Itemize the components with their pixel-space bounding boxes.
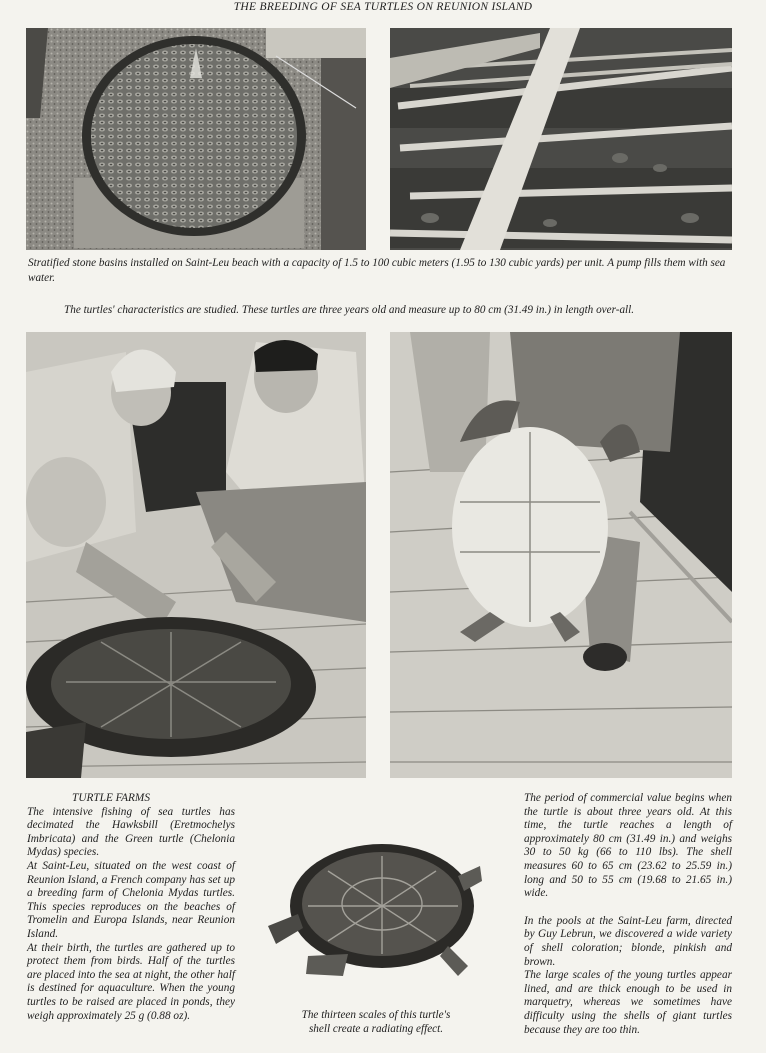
man-holding-turtle-photo <box>390 332 732 778</box>
left-paragraph-1: The intensive fishing of sea turtles has decimated the Hawksbill (Eretmochelys Imbricata) and the Green turtle (Chelonia Mydas) species. <box>27 805 235 859</box>
right-paragraph-2: In the pools at the Saint-Leu farm, directed by Guy Lebrun, we discovered a wide variety of shell coloration; blonde, pinkish and brown. <box>524 914 732 968</box>
stone-basin-photo <box>26 28 366 250</box>
basins-caption: Stratified stone basins installed on Saint-Leu beach with a capacity of 1.5 to 100 cubic meters (1.95 to 130 cubic yards) per unit. A pump fills them with sea water. <box>28 257 726 284</box>
characteristics-caption: The turtles' characteristics are studied. These turtles are three years old and measure up to 80 cm (31.49 in.) in length over-all. <box>64 304 635 316</box>
turtle-farms-column <box>27 792 235 1023</box>
scales-caption-line-1: The thirteen scales of this turtle's <box>301 1009 451 1021</box>
turtle-farms-title: TURTLE FARMS <box>72 792 150 804</box>
wooden-tanks-photo <box>390 28 732 250</box>
turtle-shell-photo <box>268 836 484 984</box>
commercial-value-column <box>524 792 732 1037</box>
left-paragraph-2: At Saint-Leu, situated on the west coast of Reunion Island, a French company has set up a breeding farm of Chelonia Mydas turtles. This species reproduces on the beaches of Tromelin and Europa Islands, near Reunion Island. <box>27 859 235 940</box>
right-paragraph-1: The period of commercial value begins when the turtle is about three years old. At this time, the turtle reaches a length of approximately 80 cm (31.49 in.) and weighs 30 to 50 kg (66 to 110 lbs). The shell measures 60 to 65 cm (23.62 to 25.59 in.) long and 50 to 55 cm (19.68 to 21.65 in.) wide. <box>524 792 732 900</box>
right-paragraph-3: The large scales of the young turtles appear lined, and are thick enough to be used in marquetry, whereas we sometimes have difficulty using the shells of giant turtles because they are too thin. <box>524 969 732 1036</box>
men-measuring-turtle-photo <box>26 332 366 778</box>
left-paragraph-3: At their birth, the turtles are gathered up to protect them from birds. Half of the turtles are placed into the sea at night, the other half is destined for aquaculture. When the young turtles to be raised are placed in ponds, they weigh approximately 25 g (0.88 oz). <box>27 941 235 1022</box>
scales-caption-line-2: shell create a radiating effect. <box>308 1023 444 1035</box>
page-header: THE BREEDING OF SEA TURTLES ON REUNION ISLAND <box>233 1 533 13</box>
scales-caption <box>268 1008 484 1036</box>
